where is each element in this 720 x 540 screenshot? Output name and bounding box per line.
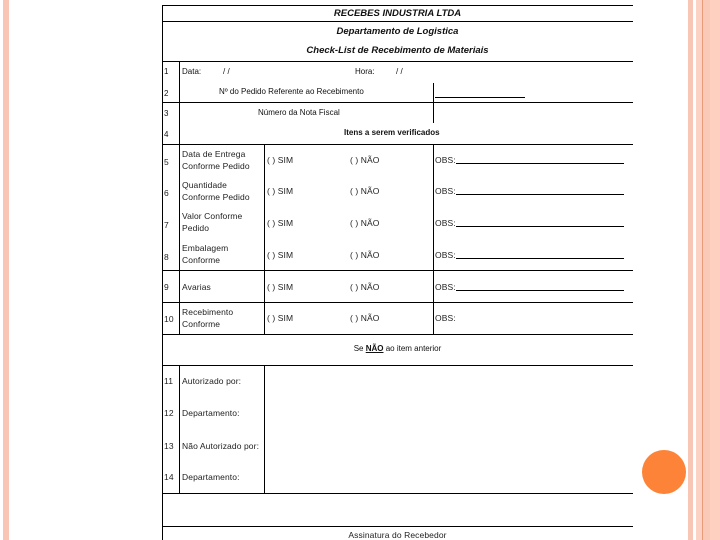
row-number: 11 xyxy=(164,376,174,386)
no-checkbox[interactable]: ( ) NÃO xyxy=(350,282,380,292)
yes-checkbox[interactable]: ( ) SIM xyxy=(267,250,294,260)
table-border xyxy=(162,270,633,271)
if-no-emphasis: NÃO xyxy=(365,344,384,353)
table-border xyxy=(162,5,163,540)
yes-checkbox[interactable]: ( ) SIM xyxy=(267,218,294,228)
item-label: Pedido xyxy=(182,223,210,233)
table-border xyxy=(162,21,633,22)
items-heading: Itens a serem verificados xyxy=(344,128,440,137)
row-number: 5 xyxy=(164,157,169,167)
obs-label: OBS: xyxy=(435,250,456,260)
row-number: 10 xyxy=(164,314,174,324)
table-border xyxy=(433,144,434,334)
obs-label: OBS: xyxy=(435,186,456,196)
obs-label: OBS: xyxy=(435,218,456,228)
item-label: Conforme Pedido xyxy=(182,161,250,171)
if-no-suffix: ao item anterior xyxy=(383,344,442,353)
not-authorized-by-label: Não Autorizado por: xyxy=(182,441,260,451)
obs-label: OBS: xyxy=(435,155,456,165)
table-border xyxy=(179,61,180,144)
row-number: 12 xyxy=(164,408,174,418)
time-label: Hora: xyxy=(355,67,375,76)
department-title: Departamento de Logistica xyxy=(336,26,459,37)
yes-checkbox[interactable]: ( ) SIM xyxy=(267,155,294,165)
signature-label: Assinatura do Recebedor xyxy=(348,530,447,540)
department-label: Departamento: xyxy=(182,472,240,482)
row-number: 13 xyxy=(164,441,174,451)
date-label: Data: xyxy=(182,67,202,76)
obs-field[interactable] xyxy=(456,258,624,259)
row-number: 9 xyxy=(164,282,169,292)
form-title: Check-List de Recebimento de Materiais xyxy=(306,45,489,56)
authorized-by-label: Autorizado por: xyxy=(182,376,242,386)
item-label: Conforme xyxy=(182,319,221,329)
row-number: 4 xyxy=(164,130,169,139)
date-field[interactable]: / / xyxy=(223,67,230,76)
row-number: 3 xyxy=(164,109,169,118)
item-label: Valor Conforme xyxy=(182,211,243,221)
table-border xyxy=(162,526,633,527)
item-label: Recebimento xyxy=(182,307,234,317)
row-number: 14 xyxy=(164,472,174,482)
no-checkbox[interactable]: ( ) NÃO xyxy=(350,186,380,196)
table-border xyxy=(433,83,434,123)
no-checkbox[interactable]: ( ) NÃO xyxy=(350,250,380,260)
table-border xyxy=(162,302,633,303)
table-border xyxy=(162,334,633,335)
invoice-number-label: Número da Nota Fiscal xyxy=(258,108,340,117)
no-checkbox[interactable]: ( ) NÃO xyxy=(350,218,380,228)
table-border xyxy=(264,144,265,334)
if-no-prefix: Se xyxy=(353,344,366,353)
table-border xyxy=(162,5,633,6)
order-number-label: Nº do Pedido Referente ao Recebimento xyxy=(219,87,364,96)
item-label: Conforme xyxy=(182,255,221,265)
no-checkbox[interactable]: ( ) NÃO xyxy=(350,313,380,323)
authorized-by-field[interactable] xyxy=(265,366,632,397)
department-field[interactable] xyxy=(265,398,632,429)
signature-field[interactable] xyxy=(163,494,632,525)
obs-field[interactable] xyxy=(456,290,624,291)
item-label: Data de Entrega xyxy=(182,149,246,159)
company-name: RECEBES INDUSTRIA LTDA xyxy=(333,8,462,19)
order-number-field[interactable] xyxy=(435,97,525,98)
obs-field[interactable] xyxy=(456,226,624,227)
row-number: 8 xyxy=(164,252,169,262)
item-label: Conforme Pedido xyxy=(182,192,250,202)
table-border xyxy=(162,144,633,145)
not-authorized-by-field[interactable] xyxy=(265,430,632,461)
department-label: Departamento: xyxy=(182,408,240,418)
department-field[interactable] xyxy=(265,462,632,492)
table-border xyxy=(162,102,633,103)
row-number: 1 xyxy=(164,67,169,76)
obs-field[interactable] xyxy=(456,163,624,164)
obs-field[interactable] xyxy=(456,194,624,195)
no-checkbox[interactable]: ( ) NÃO xyxy=(350,155,380,165)
obs-label: OBS: xyxy=(435,282,456,292)
obs-label: OBS: xyxy=(435,313,456,323)
yes-checkbox[interactable]: ( ) SIM xyxy=(267,282,294,292)
row-number: 2 xyxy=(164,89,169,98)
item-label: Quantidade xyxy=(182,180,227,190)
yes-checkbox[interactable]: ( ) SIM xyxy=(267,313,294,323)
table-border xyxy=(162,61,633,62)
if-no-heading xyxy=(162,345,633,353)
row-number: 7 xyxy=(164,220,169,230)
item-label: Avarias xyxy=(182,282,211,292)
row-number: 6 xyxy=(164,188,169,198)
table-border xyxy=(179,365,180,493)
table-border xyxy=(179,144,180,334)
item-label: Embalagem xyxy=(182,243,229,253)
yes-checkbox[interactable]: ( ) SIM xyxy=(267,186,294,196)
time-field[interactable]: / / xyxy=(396,67,403,76)
